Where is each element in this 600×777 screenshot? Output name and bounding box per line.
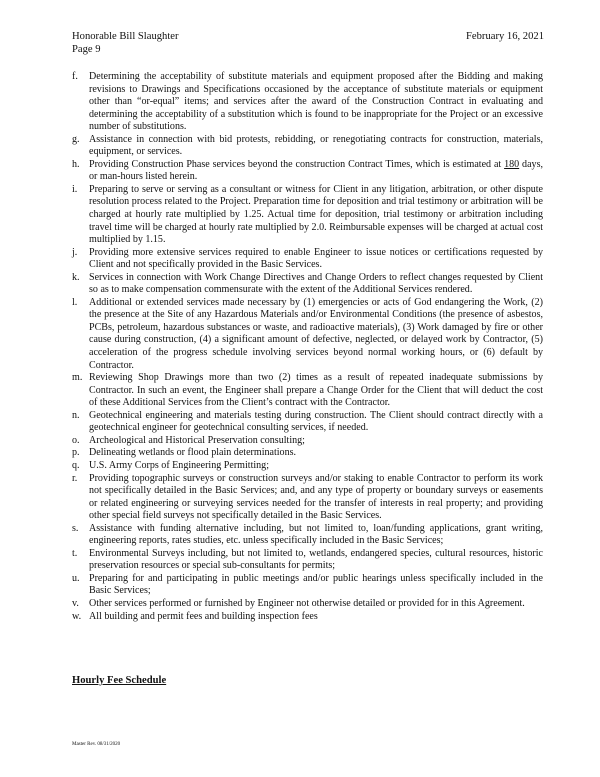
list-marker: g.	[72, 133, 80, 145]
addressee: Honorable Bill Slaughter	[72, 31, 179, 42]
list-item-text: U.S. Army Corps of Engineering Permitting;	[89, 459, 269, 471]
footer-revision: Master Rev. 08/31/2020	[72, 742, 121, 747]
list-item	[72, 410, 543, 435]
list-item-text: All building and permit fees and building inspection fees	[89, 610, 318, 622]
list-marker: l.	[72, 296, 78, 308]
list-item	[72, 184, 543, 247]
list-marker: i.	[72, 183, 78, 195]
list-item-text: Providing topographic surveys or construction surveys and/or staking to enable Contractor to perform its work not specifically detailed in the Basic Services; and, and any type of property or boundary surveys or easements or related engineering or surveying services needed for the transfer of interests in real property; and providing other special field surveys not specifically detailed in the Basic Services.	[89, 472, 543, 522]
list-marker: j.	[72, 246, 78, 258]
list-item	[72, 247, 543, 272]
list-item	[72, 611, 543, 624]
list-item-text: Services in connection with Work Change Directives and Change Orders to reflect changes requested by Client so as to make compensation commensurate with the extent of the Additional Services rendered.	[89, 271, 543, 296]
list-marker: u.	[72, 572, 80, 584]
list-marker: w.	[72, 610, 82, 622]
list-item-text: Delineating wetlands or flood plain determinations.	[89, 447, 297, 459]
letter-header-left	[72, 30, 179, 56]
section-heading: Hourly Fee Schedule	[72, 675, 167, 686]
list-item-text: Assistance in connection with bid protests, rebidding, or renegotiating contracts for construction, materials, equipment, or services.	[89, 133, 543, 158]
list-item-text: Preparing to serve or serving as a consultant or witness for Client in any litigation, arbitration, or other dispute resolution process related to the Project. Preparation time for deposition and trial testimony or arbitration will be charged at hourly rate multiplied by 1.25. Actual time for deposition, trial testimony or arbitration including travel time will be charged at hourly rate multiplied by 2.0. Reimbursable expenses will be charged at actual cost multiplied by 1.15.	[89, 183, 543, 246]
underlined-value: 180	[504, 158, 520, 170]
page-number: Page 9	[72, 44, 101, 55]
list-marker: f.	[72, 71, 78, 82]
list-marker: p.	[72, 447, 80, 459]
list-item	[72, 548, 543, 573]
list-item-text	[89, 159, 543, 184]
list-marker: m.	[72, 372, 83, 384]
list-item	[72, 435, 543, 448]
list-item-text: Other services performed or furnished by Engineer not otherwise detailed or provided for in this Agreement.	[89, 597, 525, 609]
list-marker: k.	[72, 271, 80, 283]
letter-date: February 16, 2021	[466, 31, 544, 42]
list-item	[72, 447, 543, 460]
list-item-text: Geotechnical engineering and materials testing during construction. The Client should contract directly with a geotechnical engineer for geotechnical consulting services, if needed.	[89, 409, 543, 434]
list-item	[72, 598, 543, 611]
list-item	[72, 573, 543, 598]
additional-services-list	[72, 71, 543, 623]
list-marker: v.	[72, 597, 79, 609]
list-marker: t.	[72, 547, 78, 559]
list-item	[72, 523, 543, 548]
list-item	[72, 134, 543, 159]
list-item-text: Reviewing Shop Drawings more than two (2) times as a result of repeated inadequate submissions by Contractor. In such an event, the Engineer shall prepare a Change Order for the Client that will deduct the cost of these Additional Services from the Client’s contract with the Contractor.	[89, 372, 543, 409]
list-marker: q.	[72, 459, 80, 471]
list-marker: s.	[72, 522, 79, 534]
list-item-text-part: days, or man-hours listed herein.	[89, 158, 543, 183]
list-item-text: Providing more extensive services required to enable Engineer to issue notices or certifications requested by Client and not specifically provided in the Basic Services.	[89, 246, 543, 271]
list-item-text: Assistance with funding alternative including, but not limited to, loan/funding applications, grant writing, engineering reports, rates studies, etc. unless specifically included in the Basic Services;	[89, 522, 543, 547]
list-item	[72, 272, 543, 297]
list-item-text: Additional or extended services made necessary by (1) emergencies or acts of God endangering the Work, (2) the presence at the Site of any Hazardous Materials and/or Environmental Conditions (the presence of asbestos, PCBs, petroleum, hazardous substances or waste, and radioactive materials), (3) Work damaged by fire or other cause during construction, (4) a significant amount of defective, neglected, or delayed work by Contractor, (5) acceleration of the progress schedule involving services beyond normal working hours, or (6) default by Contractor.	[89, 296, 543, 371]
list-marker: o.	[72, 434, 80, 446]
list-item	[72, 460, 543, 473]
list-marker: h.	[72, 158, 80, 170]
list-item	[72, 372, 543, 410]
list-item	[72, 297, 543, 372]
list-item-text-part: Providing Construction Phase services beyond the construction Contract Times, which is estimated at	[89, 158, 505, 170]
list-item-text: Environmental Surveys including, but not limited to, wetlands, endangered species, cultural resources, historic preservation resources or special sub-consultants for permits;	[89, 547, 543, 572]
list-item	[72, 71, 543, 134]
list-marker: n.	[72, 409, 80, 421]
list-marker: r.	[72, 472, 78, 484]
list-item-text: Preparing for and participating in public meetings and/or public hearings unless specifically included in the Basic Services;	[89, 572, 543, 597]
list-item-text: Determining the acceptability of substitute materials and equipment proposed after the Bidding and making revisions to Drawings and Specifications occasioned by the acceptance of substitute materials or equipment other than “or-equal” items; and services after the award of the Construction Contract in evaluating and determining the acceptability of a substitution which is found to be inappropriate for the Project or an excessive number of substitutions.	[89, 71, 543, 133]
list-item	[72, 159, 543, 184]
list-item	[72, 473, 543, 523]
list-item-text: Archeological and Historical Preservation consulting;	[89, 434, 305, 446]
